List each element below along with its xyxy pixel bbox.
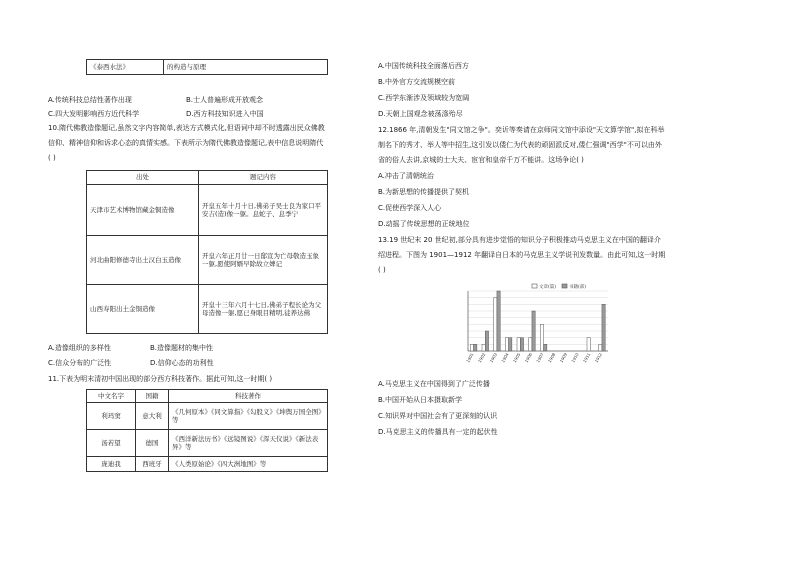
q11-row1-works: 《几何原本》《同文算指》《勾股义》《坤舆万国全图》等 [169,403,328,430]
bar-books-1907 [544,344,547,351]
x-tick-label: 1903 [488,352,499,363]
bar-books-1903 [497,291,500,351]
x-tick-label: 1910 [570,352,580,363]
q12-stem-line2: 制名下的秀才、举人等中招生,这引发以倭仁为代表的顽固派反对,倭仁强调"西学"不可以由外 [378,141,662,149]
chart-bars [470,291,605,351]
q9-option-d[interactable]: D.西方科技知识进入中国 [186,110,264,118]
bar-articles-1905 [517,338,520,351]
bar-articles-1912 [599,344,602,351]
x-tick-label: 1907 [535,352,545,363]
x-tick-label: 1908 [546,352,557,363]
bar-books-1901 [474,344,477,351]
q11-option-a[interactable]: A.中国传统科技全面落后西方 [378,62,469,70]
q9-option-c[interactable]: C.四大发明影响西方近代科学 [48,110,140,118]
q11-row2-name: 汤若望 [87,430,136,457]
q13-stem-line2: 绍进程。下图为 1901—1912 年翻译自日本的马克思主义学说刊发数量。由此可知,这一时期 [378,251,666,259]
q12-stem-line3: 省的俗人去讲,京城的士大夫、宦官和皇帝千万不能讲。这场争论( ) [378,156,584,164]
q13-option-d[interactable]: D.马克思主义的传播具有一定的起伏性 [378,428,498,436]
x-tick-label: 1911 [581,352,592,363]
q11-stem: 11.下表为明末清初中国出现的部分西方科技著作。据此可知,这一时期( ) [48,375,273,383]
bar-articles-1911 [587,338,590,351]
bar-articles-1902 [482,344,485,351]
legend-swatch-books [562,284,567,288]
q12-option-a[interactable]: A.冲击了清朝统治 [378,172,434,180]
q12-option-d[interactable]: D.动摇了传统思想的正统地位 [378,220,470,228]
bar-articles-1907 [540,324,543,351]
q13-option-c[interactable]: C.知识界对中国社会有了更深刻的认识 [378,412,498,420]
q11-header-name: 中文名字 [87,390,136,403]
x-tick-label: 1906 [523,352,534,363]
q11-row2-works: 《西洋新法历书》《远镜图说》《浑天仪说》《新法表异》等 [169,430,328,457]
chart-legend [532,283,586,290]
x-tick-label: 1901 [465,352,475,363]
q9-option-a[interactable]: A.传统科技总结性著作出现 [48,96,132,104]
x-tick-label: 1902 [476,352,487,363]
q12-option-c[interactable]: C.促使西学深入人心 [378,204,442,212]
x-tick-label: 1905 [511,352,522,363]
q11-row3-nation: 西班牙 [136,457,169,472]
top-table-cell-1: 《泰西水法》 [87,60,164,75]
q11-row1-name: 利玛窦 [87,403,136,430]
q12-stem-line1: 12.1866 年,清朝发生"同文馆之争"。奕䜣等奏请在京师同文馆中添设"天文算学馆",拟在科举 [378,126,665,134]
q11-row3-name: 庞迪我 [87,457,136,472]
q10-table [86,170,328,334]
q11-row2-nation: 德国 [136,430,169,457]
q11-option-d[interactable]: D.天朝上国观念被荡涤殆尽 [378,110,463,118]
top-table [86,59,328,75]
q11-row3-works: 《人类原始论》《四大洲地图》等 [169,457,328,472]
q13-option-b[interactable]: B.中国开始从日本摄取新学 [378,396,463,404]
q10-option-c[interactable]: C.信众分布的广泛性 [48,359,112,367]
q12-option-b[interactable]: B.为新思想的传播提供了契机 [378,188,470,196]
bar-books-1906 [532,311,535,351]
q9-option-b[interactable]: B.士人普遍形成开放观念 [186,96,264,104]
bar-books-1912 [602,304,605,351]
x-tick-label: 1904 [500,352,510,363]
q10-row3-source: 山西寿阳出土金铜造像 [87,285,199,334]
q10-stem-line2: 信仰、精神信仰和诉求心态的真情实感。下表所示为隋代佛教造像题记,表中信息说明隋代 [48,139,324,147]
q10-row1-content: 开皇五年十月十日,佛弟子吴士良为家口平安吉(造)像一躯。息蛇子、息季宁 [199,185,328,236]
bar-articles-1903 [494,298,497,351]
top-table-cell-2: 的构造与原理 [164,60,328,75]
legend-label-books: 书籍(部) [569,285,587,290]
q13-option-a[interactable]: A.马克思主义在中国得到了广泛传播 [378,380,490,388]
chart-x-ticks [465,352,603,363]
q11-table [86,389,328,472]
q13-stem-line3: ( ) [378,266,386,274]
q13-stem-line1: 13.19 世纪末 20 世纪初,部分具有进步觉悟的知识分子积极推动马克思主义在中国的翻译介 [378,236,661,244]
q10-stem-line3: ( ) [48,154,56,162]
bar-books-1902 [485,331,488,351]
q10-header-content: 题记内容 [199,171,328,185]
q10-row2-content: 开皇六年正月廿一日邸宣为亡母敬造玉象一躯,愿使阿婿早除故立婢记 [199,236,328,285]
x-tick-label: 1909 [558,352,569,363]
q10-stem-line1: 10.隋代佛教造像题记,虽然文字内容简单,表达方式模式化,但语词中却不时透露出民众佛教 [48,124,325,132]
q11-header-works: 科技著作 [169,390,328,403]
bar-articles-1904 [505,338,508,351]
q10-option-b[interactable]: B.造像题材的集中性 [150,344,214,352]
x-tick-label: 1912 [593,352,604,363]
q10-row3-content: 开皇十三年六月十七日,佛弟子程长论为父母造像一躯,愿已身眼目精明,徒养达佛 [199,285,328,334]
bar-articles-1901 [470,344,473,351]
q10-option-d[interactable]: D.信仰心态的功利性 [150,359,214,367]
q11-option-b[interactable]: B.中外官方交流规模空前 [378,78,456,86]
q10-row1-source: 天津市艺术博物馆藏金铜造像 [87,185,199,236]
q10-option-a[interactable]: A.造像组织的多样性 [48,344,111,352]
translation-count-chart [462,283,612,363]
q10-row2-source: 河北曲阳修德寺出土汉白玉造像 [87,236,199,285]
bar-books-1904 [509,338,512,351]
q11-option-c[interactable]: C.西学东渐涉及领域较为宽阔 [378,94,470,102]
legend-label-articles: 文章(篇) [539,285,557,290]
q11-row1-nation: 意大利 [136,403,169,430]
q11-header-nation: 国籍 [136,390,169,403]
legend-swatch-articles [532,284,537,288]
bar-articles-1906 [529,338,532,351]
bar-books-1905 [520,338,523,351]
q10-header-source: 出处 [87,171,199,185]
